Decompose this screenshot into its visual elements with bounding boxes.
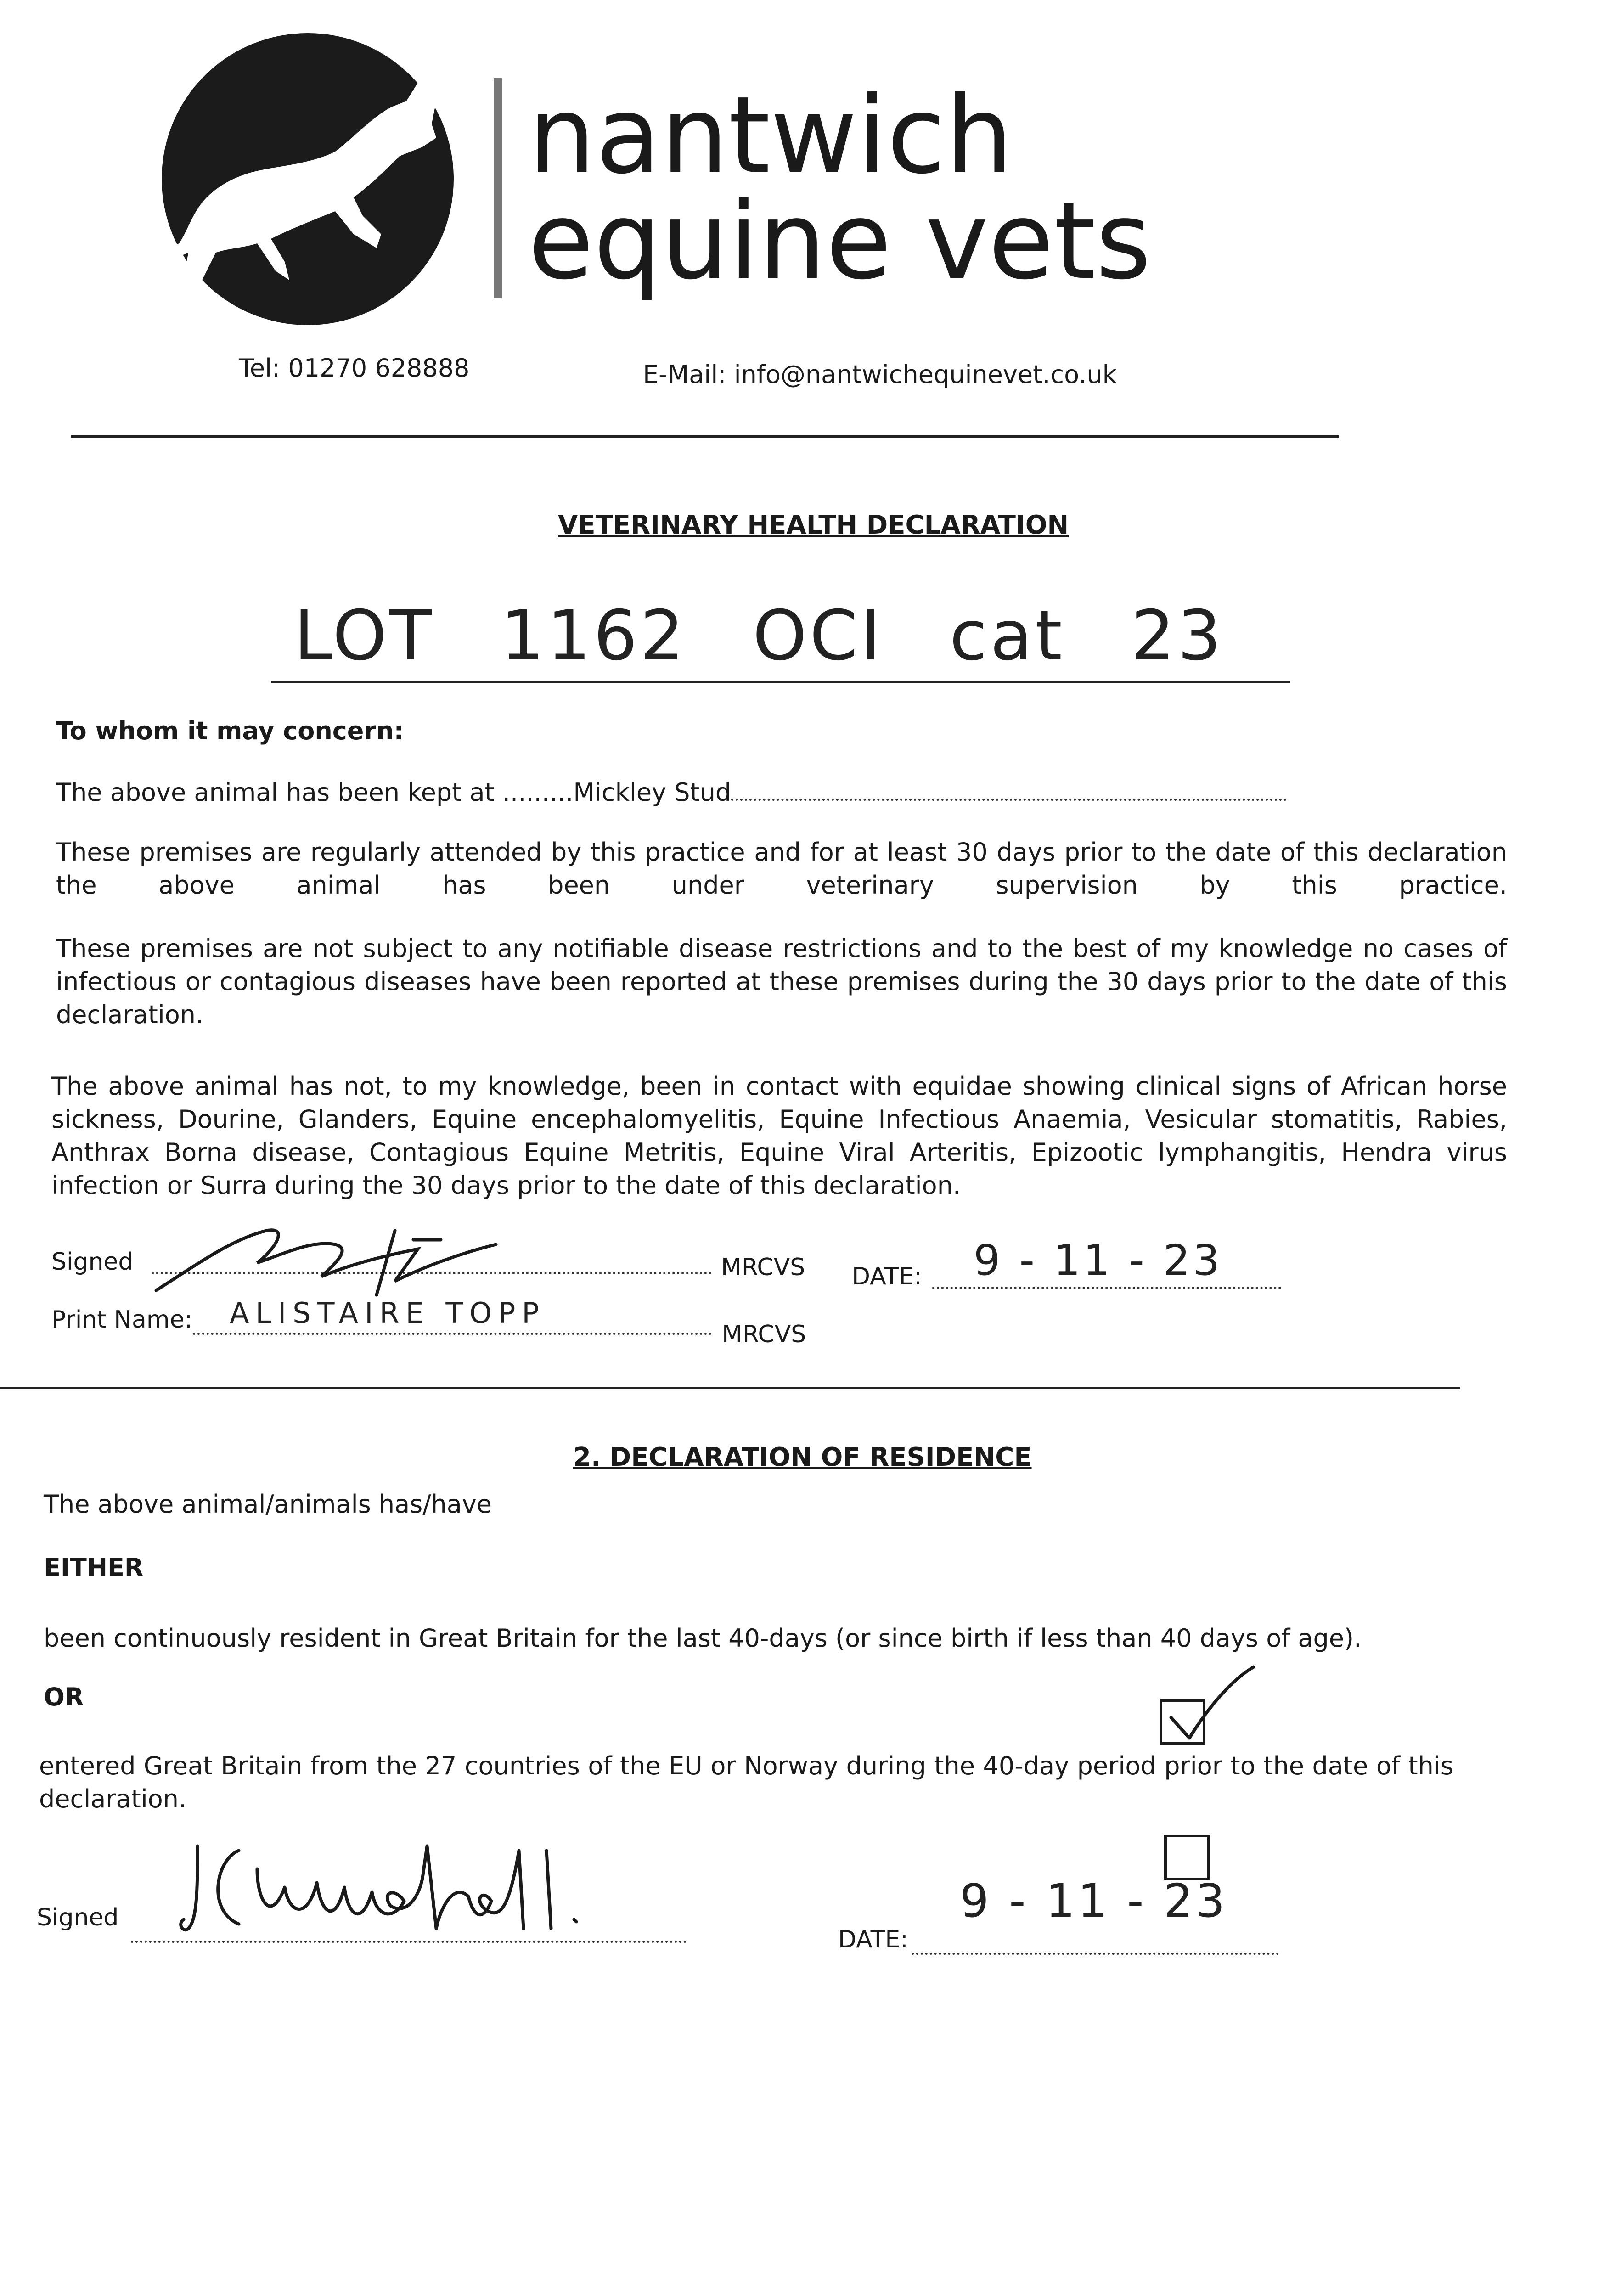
option-2-text: entered Great Britain from the 27 countries of the EU or Norway during the 40-day period prior to the date of this declaration. <box>39 1751 1453 1813</box>
section-divider <box>0 1387 1460 1389</box>
logo-divider <box>494 78 502 298</box>
header-divider <box>71 435 1339 438</box>
paragraph-diseases: The above animal has not, to my knowledge, been in contact with equidae showing clinical signs of African horse sickness, Dourine, Glanders, Equine encephalomyelitis, Equine Infectious Anaemia, Vesicular stomatitis, Rabies, Anthrax Borna disease, Contagious Equine Metritis, Equine Viral Arteritis, Epizootic lymphangitis, Hendra virus infection or Surra during the 30 days prior to the date of this declaration. <box>51 1072 1507 1200</box>
date-value-1: 9 - 11 - 23 <box>974 1236 1223 1285</box>
header-email: E-Mail: info@nantwichequinevet.co.uk <box>643 360 1117 389</box>
residence-title: 2. DECLARATION OF RESIDENCE <box>573 1442 1032 1472</box>
brand-name-line1: nantwich <box>528 73 1013 197</box>
mrcvs-label-1: MRCVS <box>721 1254 805 1281</box>
date-label-2: DATE: <box>838 1926 908 1953</box>
kept-at-dots <box>731 780 1287 801</box>
checkmark-icon <box>1162 1662 1263 1754</box>
residence-intro: The above animal/animals has/have <box>44 1490 492 1519</box>
kept-at-line <box>56 776 1287 809</box>
option-1-text: been continuously resident in Great Britain for the last 40-days (or since birth if less than 40 days of age). <box>44 1624 1362 1653</box>
vet-signature <box>138 1212 514 1304</box>
residence-signature <box>179 1832 684 1942</box>
either-label: EITHER <box>44 1553 144 1582</box>
to-whom-heading: To whom it may concern: <box>56 716 404 745</box>
handwritten-lot: LOT 1162 OCI cat 23 <box>294 596 1224 676</box>
logo <box>138 32 478 326</box>
signed-label-2: Signed <box>37 1904 119 1931</box>
vet-declaration-title: VETERINARY HEALTH DECLARATION <box>558 510 1069 540</box>
date-line-2 <box>912 1939 1279 1955</box>
kept-at-prefix: The above animal has been kept at ......... <box>56 778 574 807</box>
paragraph-restrictions: These premises are not subject to any notifiable disease restrictions and to the best of my knowledge no cases of infectious or contagious diseases have been reported at these premises during the 30 days prior to the date of this declaration. <box>56 934 1507 1029</box>
print-name-value: ALISTAIRE TOPP <box>230 1296 546 1330</box>
date-label-1: DATE: <box>852 1263 922 1290</box>
kept-at-value: Mickley Stud <box>573 778 732 807</box>
jumping-horse-logo-icon <box>138 32 478 326</box>
paragraph-supervision: These premises are regularly attended by this practice and for at least 30 days prior to the date of this declaration the above animal has been under veterinary supervision by this practice. <box>56 838 1507 900</box>
lot-underline <box>271 681 1290 683</box>
or-label: OR <box>44 1683 84 1711</box>
brand-name-line2: equine vets <box>528 179 1151 303</box>
date-value-2: 9 - 11 - 23 <box>960 1874 1228 1928</box>
mrcvs-label-2: MRCVS <box>722 1321 806 1348</box>
signed-label-1: Signed <box>51 1248 134 1276</box>
header-tel: Tel: 01270 628888 <box>239 354 470 383</box>
print-name-label: Print Name: <box>51 1306 193 1334</box>
